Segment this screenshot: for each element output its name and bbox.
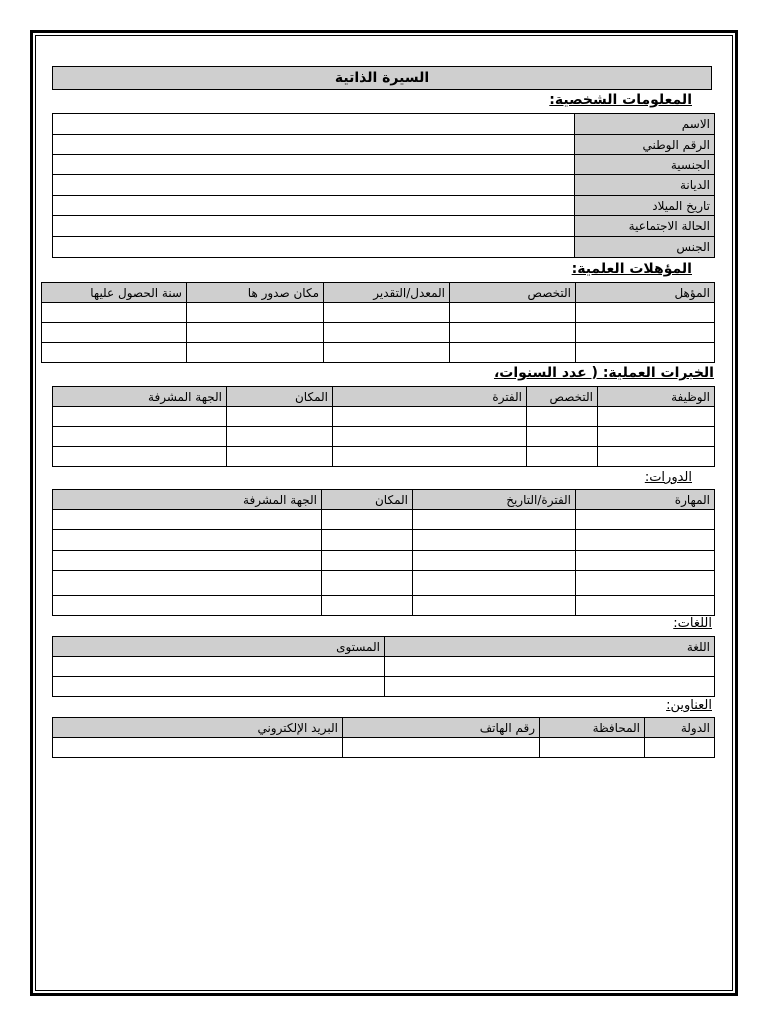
- experience-table: [52, 386, 715, 467]
- col-header-qualification: المؤهل: [576, 283, 715, 303]
- col-header-grade: المعدل/التقدير: [324, 283, 450, 303]
- col-header-governorate: المحافظة: [540, 718, 645, 738]
- field-value-national-id[interactable]: [53, 135, 575, 155]
- field-value-name[interactable]: [53, 114, 575, 135]
- addresses-table: [52, 717, 715, 758]
- field-value-nationality[interactable]: [53, 155, 575, 175]
- languages-heading: اللغات:: [673, 616, 712, 631]
- qualifications-heading: المؤهلات العلمية:: [571, 261, 692, 277]
- field-value-religion[interactable]: [53, 175, 575, 196]
- table-row: [53, 510, 715, 530]
- col-header-skill: المهارة: [576, 490, 715, 510]
- table-row: [53, 407, 715, 427]
- table-row: [53, 447, 715, 467]
- col-header-country: الدولة: [645, 718, 715, 738]
- document-title: السيرة الذاتية: [52, 66, 712, 90]
- col-header-phone: رقم الهاتف: [343, 718, 540, 738]
- field-label-gender: الجنس: [575, 237, 715, 258]
- table-row: [53, 530, 715, 551]
- field-label-nationality: الجنسية: [575, 155, 715, 175]
- field-label-marital-status: الحالة الاجتماعية: [575, 216, 715, 237]
- field-value-birth-date[interactable]: [53, 196, 575, 216]
- col-header-year: سنة الحصول عليها: [42, 283, 187, 303]
- courses-heading: الدورات:: [644, 470, 692, 485]
- table-row: [53, 427, 715, 447]
- field-label-national-id: الرقم الوطني: [575, 135, 715, 155]
- experience-years-note: ( عدد السنوات،: [493, 365, 598, 381]
- personal-info-heading: المعلومات الشخصية:: [549, 92, 692, 108]
- field-value-gender[interactable]: [53, 237, 575, 258]
- col-header-job: الوظيفة: [598, 387, 715, 407]
- col-header-specialization: التخصص: [527, 387, 598, 407]
- addresses-heading: العناوين:: [666, 698, 712, 713]
- col-header-period-date: الفترة/التاريخ: [413, 490, 576, 510]
- col-header-issue-place: مكان صدور ها: [187, 283, 324, 303]
- col-header-supervisor: الجهة المشرفة: [53, 387, 227, 407]
- experience-heading: [494, 365, 714, 381]
- table-row: [53, 738, 715, 758]
- table-row: [53, 571, 715, 596]
- col-header-place: المكان: [227, 387, 333, 407]
- col-header-email: البريد الإلكتروني: [53, 718, 343, 738]
- col-header-period: الفترة: [333, 387, 527, 407]
- field-label-religion: الديانة: [575, 175, 715, 196]
- table-row: [42, 303, 715, 323]
- table-row: [53, 551, 715, 571]
- field-value-marital-status[interactable]: [53, 216, 575, 237]
- col-header-place: المكان: [322, 490, 413, 510]
- col-header-level: المستوى: [53, 637, 385, 657]
- col-header-supervisor: الجهة المشرفة: [53, 490, 322, 510]
- qualifications-table: [41, 282, 715, 363]
- table-row: [42, 323, 715, 343]
- languages-table: [52, 636, 715, 697]
- col-header-language: اللغة: [385, 637, 715, 657]
- table-row: [53, 596, 715, 616]
- table-row: [53, 657, 715, 677]
- experience-heading-text: الخبرات العملية:: [602, 365, 714, 381]
- field-label-birth-date: تاريخ الميلاد: [575, 196, 715, 216]
- personal-info-table: [52, 113, 715, 258]
- table-row: [42, 343, 715, 363]
- field-label-name: الاسم: [575, 114, 715, 135]
- table-row: [53, 677, 715, 697]
- col-header-specialization: التخصص: [450, 283, 576, 303]
- courses-table: [52, 489, 715, 616]
